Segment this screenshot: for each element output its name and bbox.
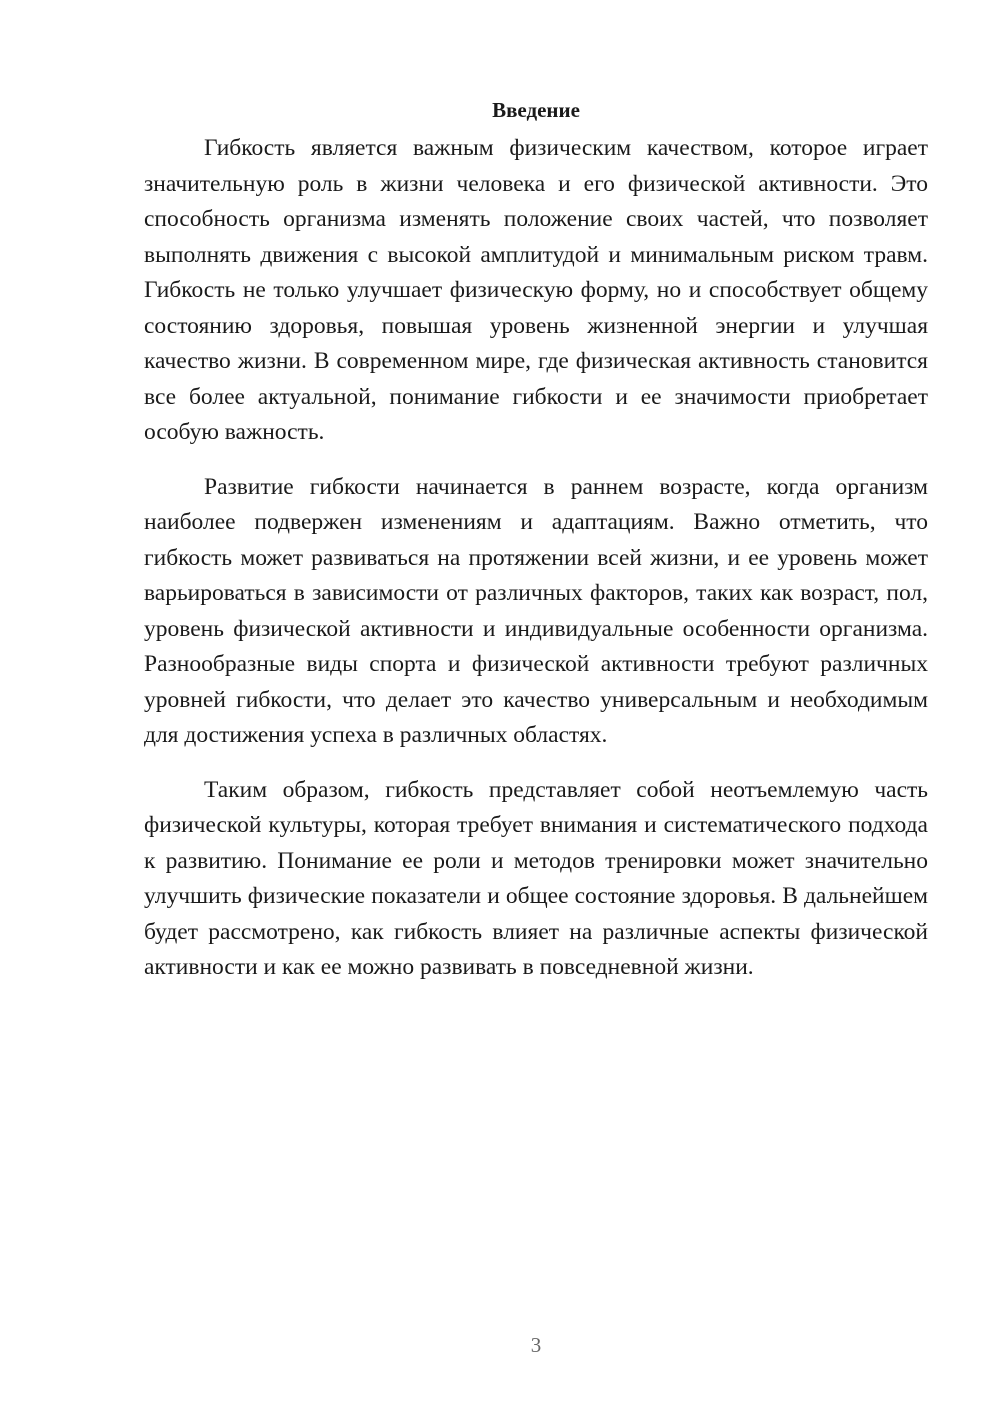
section-heading: Введение	[492, 98, 580, 122]
page-number: 3	[530, 1333, 542, 1357]
paragraph: Таким образом, гибкость представляет собой неотъемлемую часть физической культуры, которая требует внимания и систематического подхода к развитию. Понимание ее роли и методов тренировки может значительно улучшить физические показатели и общее состояние здоровья. В дальнейшем будет рассмотрено, как гибкость влияет на различные аспекты физической активности и как ее можно развивать в повседневной жизни.	[144, 776, 928, 980]
paragraph: Гибкость является важным физическим качеством, которое играет значительную роль в жизни человека и его физической активности. Это способность организма изменять положение своих частей, что позволяет выполнять движения с высокой амплитудой и минимальным риском травм. Гибкость не только улучшает физическую форму, но и способствует общему состоянию здоровья, повышая уровень жизненной энергии и улучшая качество жизни. В современном мире, где физическая активность становится все более актуальной, понимание гибкости и ее значимости приобретает особую важность.	[144, 135, 928, 445]
page-body	[144, 95, 928, 1005]
paragraph: Развитие гибкости начинается в раннем возрасте, когда организм наиболее подвержен изменениям и адаптациям. Важно отметить, что гибкость может развиваться на протяжении всей жизни, и ее уровень может варьироваться в зависимости от различных факторов, таких как возраст, пол, уровень физической активности и индивидуальные особенности организма. Разнообразные виды спорта и физической активности требуют различных уровней гибкости, что делает это качество универсальным и необходимым для достижения успеха в различных областях.	[144, 473, 928, 748]
